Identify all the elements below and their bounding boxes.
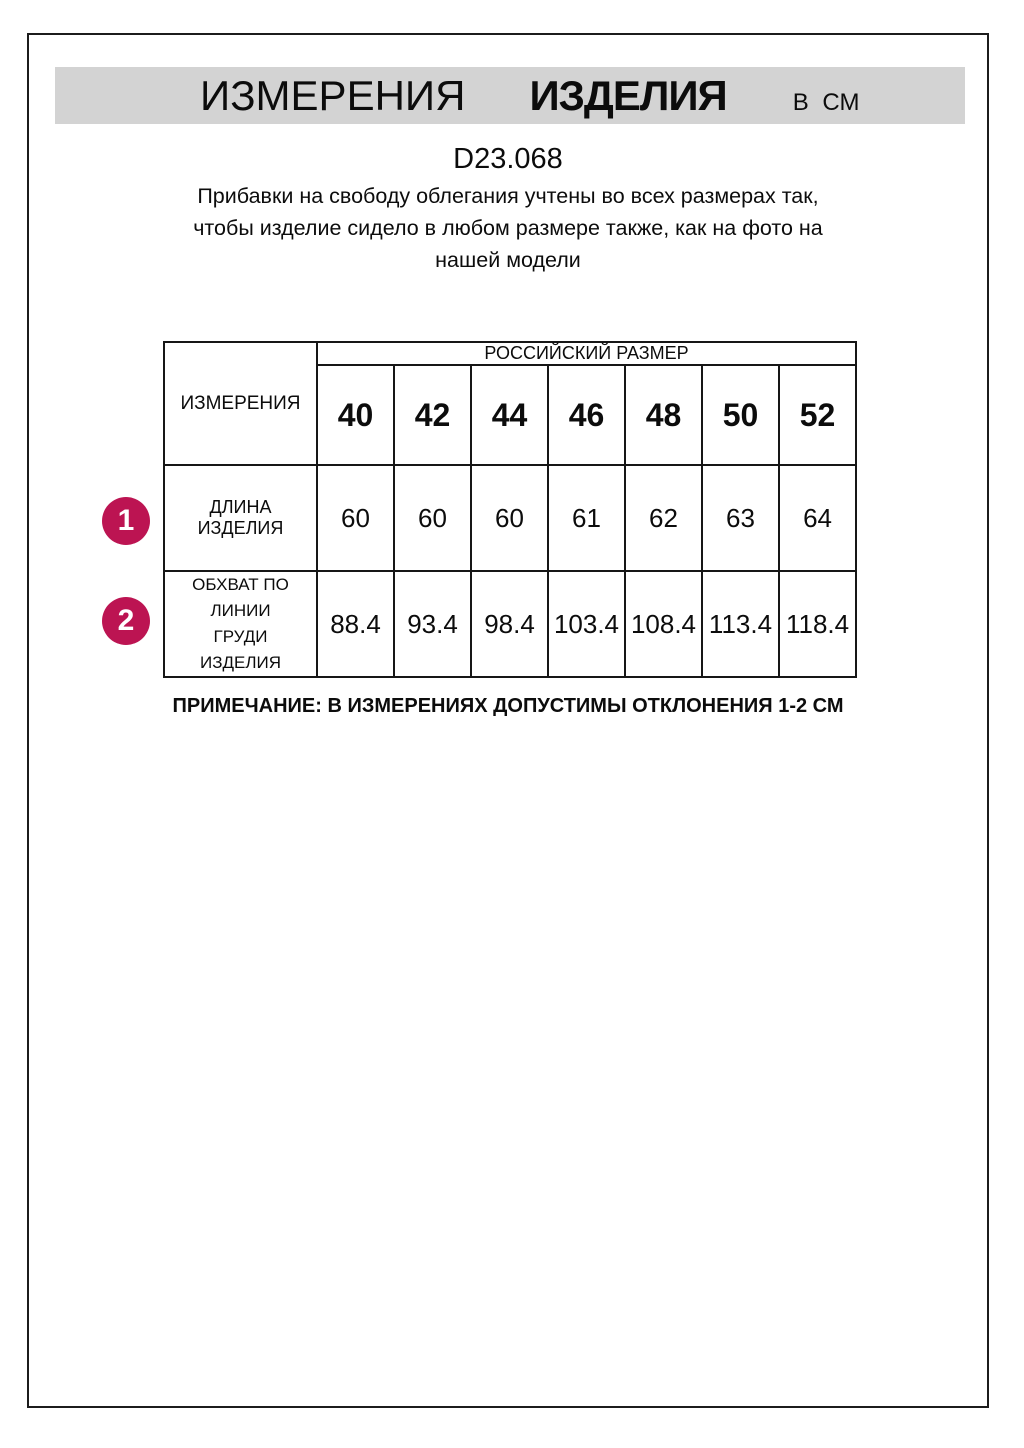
table-cell: 113.4 [702, 571, 779, 677]
table-cell: 108.4 [625, 571, 702, 677]
row-label-length: ДЛИНА ИЗДЕЛИЯ [164, 465, 317, 571]
size-header-48: 48 [625, 365, 702, 465]
table-cell: 60 [317, 465, 394, 571]
size-header-46: 46 [548, 365, 625, 465]
size-header-50: 50 [702, 365, 779, 465]
table-cell: 98.4 [471, 571, 548, 677]
size-group-header: РОССИЙСКИЙ РАЗМЕР [317, 342, 856, 365]
size-header-52: 52 [779, 365, 856, 465]
table-cell: 103.4 [548, 571, 625, 677]
size-header-40: 40 [317, 365, 394, 465]
page-title: ИЗМЕРЕНИЯ [200, 72, 466, 119]
measurements-table [163, 341, 857, 678]
table-cell: 118.4 [779, 571, 856, 677]
table-cell: 60 [471, 465, 548, 571]
description-line: чтобы изделие сидело в любом размере также, как на фото на [193, 216, 823, 240]
description-line: нашей модели [435, 248, 581, 272]
table-row-length [164, 465, 856, 571]
table-cell: 61 [548, 465, 625, 571]
table-cell: 88.4 [317, 571, 394, 677]
table-cell: 64 [779, 465, 856, 571]
page-border-frame [27, 33, 989, 1408]
size-header-44: 44 [471, 365, 548, 465]
description-paragraph [158, 180, 858, 276]
table-cell: 63 [702, 465, 779, 571]
product-code: D23.068 [453, 143, 563, 175]
table-cell: 62 [625, 465, 702, 571]
page-title-product: ИЗДЕЛИЯ [529, 72, 727, 119]
table-cell: 60 [394, 465, 471, 571]
table-cell: 93.4 [394, 571, 471, 677]
table-row-chest [164, 571, 856, 677]
note-text: ПРИМЕЧАНИЕ: В ИЗМЕРЕНИЯХ ДОПУСТИМЫ ОТКЛОНЕНИЯ 1-2 СМ [172, 695, 844, 717]
row-label-chest: ОБХВАТ ПО ЛИНИИ ГРУДИ ИЗДЕЛИЯ [164, 571, 317, 677]
table-corner-header: ИЗМЕРЕНИЯ [164, 342, 317, 465]
row-marker-2: 2 [102, 597, 150, 645]
page-title-unit: В СМ [792, 89, 860, 116]
title-bar [55, 67, 965, 124]
description-line: Прибавки на свободу облегания учтены во всех размерах так, [197, 184, 819, 208]
size-header-42: 42 [394, 365, 471, 465]
row-marker-1: 1 [102, 497, 150, 545]
